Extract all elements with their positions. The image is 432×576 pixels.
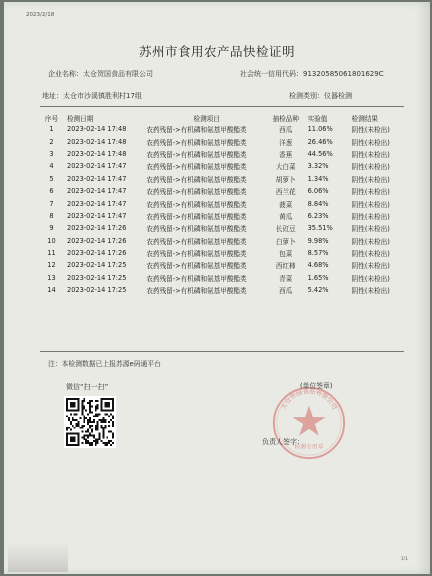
table-cell: 3	[49, 149, 54, 158]
category-row	[289, 91, 352, 101]
table-row	[40, 185, 404, 197]
table-cell: 大白菜	[275, 163, 296, 172]
table-cell: 农药残留->有机磷和氨基甲酸酯类	[146, 138, 247, 147]
table-cell: 农药残留->有机磷和氨基甲酸酯类	[146, 126, 247, 135]
seal-name-text: 太仓贺国食品有限公司	[280, 388, 338, 411]
table-cell: 西瓜	[279, 287, 293, 296]
table-cell: 1.65%	[307, 273, 329, 282]
table-cell: 11	[47, 249, 56, 258]
table-cell: 5.42%	[307, 286, 329, 295]
table-cell: 10	[47, 236, 56, 245]
table-cell: 阴性(未检出)	[351, 250, 390, 259]
category-label: 检测类别：	[289, 92, 324, 100]
table-cell: 9.98%	[307, 236, 329, 245]
page-number: 1/1	[400, 557, 408, 562]
table-cell: 2023-02-14 17:25	[67, 286, 127, 295]
col-header: 实验值	[307, 114, 328, 123]
table-cell: 包菜	[279, 250, 293, 259]
table-cell: 6.23%	[307, 211, 329, 220]
table-row	[40, 197, 404, 209]
table-cell: 农药残留->有机磷和氨基甲酸酯类	[146, 225, 247, 234]
table-cell: 阴性(未检出)	[351, 287, 390, 296]
table-cell: 2023-02-14 17:48	[67, 125, 127, 134]
table-row	[40, 247, 404, 259]
print-date: 2023/2/18	[26, 12, 55, 18]
table-cell: 2023-02-14 17:47	[67, 187, 127, 196]
official-seal-stamp	[270, 384, 348, 462]
table-cell: 2023-02-14 17:47	[67, 211, 127, 220]
table-cell: 2023-02-14 17:47	[67, 199, 127, 208]
table-row	[40, 284, 404, 296]
col-header: 检测项目	[193, 114, 220, 123]
table-cell: 阴性(未检出)	[351, 163, 390, 172]
table-cell: 阴性(未检出)	[351, 200, 390, 209]
table-cell: 农药残留->有机磷和氨基甲酸酯类	[146, 163, 247, 172]
address-row	[42, 91, 142, 101]
credit-code-label: 社会统一信用代码：	[240, 70, 303, 78]
table-cell: 35.51%	[307, 224, 333, 233]
address-label: 地址：	[42, 92, 63, 100]
footnote: 注：本检测数据已上报苏源e码通平台	[48, 360, 161, 368]
table-row	[40, 148, 404, 160]
credit-code-row	[240, 69, 384, 79]
table-row	[40, 160, 404, 172]
table-cell: 6	[49, 187, 54, 196]
table-cell: 农药残留->有机磷和氨基甲酸酯类	[146, 212, 247, 221]
table-cell: 26.46%	[307, 137, 333, 146]
table-row	[40, 222, 404, 234]
table-cell: 青菜	[279, 274, 293, 283]
table-cell: 2023-02-14 17:48	[67, 149, 127, 158]
table-cell: 2023-02-14 17:26	[67, 249, 127, 258]
table-top-rule	[40, 106, 404, 107]
inspection-table	[40, 112, 404, 296]
scan-shadow	[8, 542, 68, 572]
table-cell: 阴性(未检出)	[351, 274, 390, 283]
table-cell: 9	[49, 224, 54, 233]
table-cell: 3.32%	[307, 162, 329, 171]
table-cell: 农药残留->有机磷和氨基甲酸酯类	[146, 200, 247, 209]
table-row	[40, 259, 404, 271]
table-cell: 农药残留->有机磷和氨基甲酸酯类	[146, 237, 247, 246]
table-row	[40, 210, 404, 222]
table-cell: 2023-02-14 17:47	[67, 162, 127, 171]
table-cell: 2023-02-14 17:47	[67, 174, 127, 183]
table-cell: 阴性(未检出)	[351, 212, 390, 221]
table-cell: 1	[49, 125, 54, 134]
table-cell: 农药残留->有机磷和氨基甲酸酯类	[146, 175, 247, 184]
table-cell: 2023-02-14 17:48	[67, 137, 127, 146]
table-cell: 2023-02-14 17:26	[67, 236, 127, 245]
table-cell: 阴性(未检出)	[351, 126, 390, 135]
table-row	[40, 123, 404, 135]
table-cell: 13	[47, 273, 56, 282]
table-cell: 胡萝卜	[275, 175, 296, 184]
table-row	[40, 135, 404, 147]
table-cell: 黄瓜	[279, 212, 293, 221]
table-cell: 2023-02-14 17:26	[67, 224, 127, 233]
table-row	[40, 173, 404, 185]
table-cell: 阴性(未检出)	[351, 262, 390, 271]
table-cell: 阴性(未检出)	[351, 225, 390, 234]
col-header: 检测结果	[351, 114, 379, 123]
table-cell: 4.68%	[307, 261, 329, 270]
table-cell: 农药残留->有机磷和氨基甲酸酯类	[146, 150, 247, 159]
table-cell: 农药残留->有机磷和氨基甲酸酯类	[146, 287, 247, 296]
company-label: 企业名称：	[48, 70, 83, 78]
company-value: 太仓贺国食品有限公司	[83, 70, 153, 78]
table-cell: 7	[49, 199, 54, 208]
table-cell: 8.84%	[307, 199, 329, 208]
seal-purpose-text: 检测专用章	[294, 444, 324, 451]
table-row	[40, 272, 404, 284]
table-cell: 44.56%	[307, 149, 333, 158]
table-cell: 阴性(未检出)	[351, 138, 390, 147]
table-cell: 农药残留->有机磷和氨基甲酸酯类	[146, 188, 247, 197]
table-cell: 8	[49, 211, 54, 220]
table-cell: 阴性(未检出)	[351, 175, 390, 184]
qr-code-icon[interactable]	[64, 396, 116, 448]
table-cell: 2	[49, 137, 54, 146]
table-cell: 6.06%	[307, 187, 329, 196]
table-cell: 白萝卜	[275, 237, 296, 246]
table-cell: 12	[47, 261, 56, 270]
table-cell: 西兰花	[275, 188, 296, 197]
address-value: 太仓市沙溪镇胜利村17组	[63, 92, 142, 100]
wechat-scan-label: 微信“扫一扫”	[66, 383, 109, 391]
table-cell: 5	[49, 174, 54, 183]
table-cell: 香蕉	[279, 150, 293, 159]
table-cell: 农药残留->有机磷和氨基甲酸酯类	[146, 262, 247, 271]
table-cell: 8.57%	[307, 249, 329, 258]
table-cell: 西瓜	[279, 126, 293, 135]
table-cell: 14	[47, 286, 56, 295]
table-cell: 阴性(未检出)	[351, 188, 390, 197]
table-cell: 菠菜	[279, 200, 293, 209]
table-cell: 2023-02-14 17:25	[67, 261, 127, 270]
col-header: 抽检品种	[272, 114, 299, 123]
table-header-row	[40, 112, 404, 123]
credit-code-value: 91320585061801629C	[303, 70, 384, 78]
seal-label: (单位签章)	[300, 382, 333, 390]
col-header: 检测日期	[67, 114, 94, 123]
table-cell: 洋葱	[279, 138, 293, 147]
table-cell: 阴性(未检出)	[351, 237, 390, 246]
table-cell: 长豇豆	[275, 225, 296, 234]
table-cell: 4	[49, 162, 54, 171]
table-cell: 农药残留->有机磷和氨基甲酸酯类	[146, 250, 247, 259]
document-title: 苏州市食用农产品快检证明	[138, 44, 295, 59]
col-header: 序号	[44, 114, 59, 123]
table-cell: 1.34%	[307, 174, 329, 183]
table-cell: 阴性(未检出)	[351, 150, 390, 159]
category-value: 仪器检测	[324, 92, 352, 100]
document-page	[4, 2, 430, 574]
table-cell: 2023-02-14 17:25	[67, 273, 127, 282]
table-row	[40, 235, 404, 247]
responsible-signature-label: 负责人签字：	[262, 438, 304, 446]
table-bottom-rule	[40, 351, 404, 352]
company-row	[48, 69, 153, 79]
table-cell: 11.06%	[307, 125, 333, 134]
table-cell: 农药残留->有机磷和氨基甲酸酯类	[146, 274, 247, 283]
table-cell: 西红柿	[275, 262, 296, 271]
